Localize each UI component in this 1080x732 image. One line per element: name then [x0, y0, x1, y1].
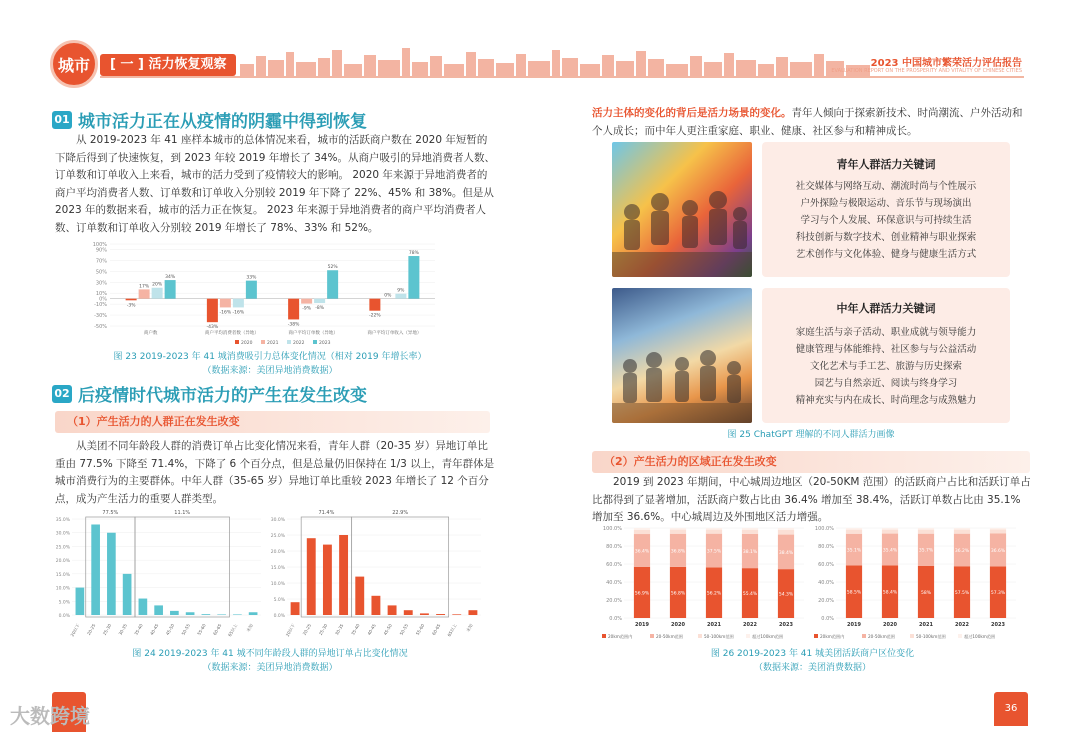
skyline-decoration-icon — [240, 46, 870, 76]
legend-label: 2020 — [241, 341, 253, 346]
bar — [139, 599, 148, 615]
paragraph-regions: 2019 到 2023 年期间，中心城周边地区（20-50KM 范围）的活跃商户占比和活跃订单占比都得到了显著增加，活跃商户数占比由 36.4% 增加至 38.4%，活跃订单数占比由 35.1% 增加至 36.6%。中心城周边及外围地区活力增强。 — [592, 476, 1031, 523]
bar — [217, 614, 226, 615]
bar — [408, 256, 419, 299]
legend-label: 20km范围内 — [820, 634, 845, 639]
watermark-logo: 大数跨境 — [10, 704, 90, 728]
data-label: 35.4% — [882, 548, 898, 554]
x-tick-label: 40-45 — [366, 623, 377, 637]
x-tick-label: 55-60 — [196, 623, 207, 637]
bar — [186, 612, 195, 615]
data-label: -22% — [369, 313, 381, 319]
y-tick-label: 10% — [95, 291, 107, 298]
y-tick-label: 15.0% — [55, 572, 70, 578]
bar — [152, 288, 163, 299]
bar — [207, 299, 218, 323]
chart-fig24-2023 — [267, 505, 487, 645]
x-tick-label: 商户平均订单数（异地） — [288, 331, 338, 336]
stack-segment — [990, 530, 1006, 534]
data-label: 9% — [397, 288, 405, 294]
data-label: 55.4% — [742, 592, 758, 598]
legend-swatch — [862, 634, 866, 638]
data-label: -8% — [315, 306, 325, 312]
data-label: 36.8% — [670, 549, 686, 555]
stack-segment — [918, 530, 934, 534]
bar — [291, 602, 300, 615]
x-tick-label: 未知 — [245, 623, 254, 633]
paragraph-age-groups: 从美团不同年龄段人群的消费订单占比变化情况来看，青年人群（20-35 岁）异地订单比重由 77.5% 下降至 71.4%，下降了 6 个百分点，但是总量仍旧保持在 1/3 以上，青年群体是城市消费行为的主要群体。中年人群（35-65 岁）异地订单比重较 2023 年增长了 12 个百分点，成为产生活力的重要人群类型。 — [55, 440, 495, 505]
y-tick-label: 5.0% — [58, 600, 70, 606]
page-header — [0, 0, 1080, 100]
middle-aged-keyword-line: 园艺与自然亲近、阅读与终身学习 — [814, 378, 958, 389]
group-label: 77.5% — [102, 510, 119, 516]
fig24-caption-title: 图 24 2019-2023 年 41 城不同年龄段人群的异地订单占比变化情况 — [132, 649, 408, 659]
legend-swatch — [650, 634, 654, 638]
stack-segment — [882, 530, 898, 534]
y-tick-label: 80.0% — [818, 544, 834, 550]
x-tick-label: 2023 — [991, 622, 1005, 628]
fig26-caption-title: 图 26 2019-2023 年 41 城美团活跃商户区位变化 — [710, 649, 915, 659]
legend-label: 2023 — [319, 341, 331, 346]
bar — [369, 299, 380, 311]
data-label: -16% — [219, 310, 232, 316]
x-tick-label: 60-65 — [212, 623, 223, 637]
x-tick-label: 20-25 — [86, 623, 97, 637]
x-tick-label: 50-55 — [398, 623, 410, 637]
x-tick-label: 未知 — [465, 623, 474, 633]
stack-segment — [670, 528, 686, 530]
stack-segment — [706, 530, 722, 534]
young-keyword-line: 艺术创作与文化体验、健身与健康生活方式 — [795, 249, 977, 260]
bar — [233, 614, 242, 615]
fig24-caption-source: （数据来源：美团异地消费数据） — [202, 663, 338, 673]
legend-label: 20km范围内 — [608, 634, 633, 639]
bar — [420, 613, 429, 615]
heading-text: 后疫情时代城市活力的产生在发生改变 — [78, 386, 367, 406]
group-label: 11.1% — [174, 510, 191, 516]
y-tick-label: 90% — [95, 247, 107, 254]
data-label: 56.9% — [634, 591, 650, 597]
data-label: 58% — [920, 590, 932, 596]
x-tick-label: 2023 — [779, 622, 793, 628]
bar — [371, 596, 380, 615]
legend-label: 50-100km范围 — [916, 634, 946, 639]
bar — [395, 294, 406, 299]
data-label: 38.4% — [778, 550, 794, 556]
group-box-middle — [135, 517, 230, 617]
legend-label: 20-50km范围 — [868, 634, 896, 639]
bar — [388, 605, 397, 615]
young-people-illustration — [612, 142, 752, 277]
y-tick-label: 70% — [95, 258, 107, 265]
bar — [76, 588, 85, 615]
y-tick-label: 30% — [95, 280, 107, 287]
stack-segment — [634, 528, 650, 530]
bar — [246, 281, 257, 299]
paragraph-scenes — [592, 105, 1032, 140]
paragraph-lead: 活力主体的变化的背后是活力场景的变化。 — [592, 107, 792, 119]
x-tick-label: 25-30 — [101, 623, 113, 637]
data-label: 36.6% — [990, 548, 1006, 554]
y-tick-label: -10% — [94, 302, 107, 309]
y-tick-label: 0.0% — [821, 616, 834, 622]
data-label: 56.2% — [706, 591, 722, 597]
y-tick-label: 0.0% — [273, 614, 285, 619]
y-tick-label: 40.0% — [818, 580, 834, 586]
young-keyword-line: 户外探险与极限运动、音乐节与现场演出 — [800, 198, 972, 209]
legend-swatch — [313, 340, 317, 344]
data-label: 20% — [152, 282, 163, 288]
bar — [307, 538, 316, 615]
y-tick-label: 50% — [95, 269, 107, 276]
young-keywords-title: 青年人群活力关键词 — [836, 158, 936, 171]
paragraph-overview: 从 2019-2023 年 41 座样本城市的总体情况来看，城市的活跃商户数在 2020 年短暂的下降后得到了快速恢复，到 2023 年较 2019 年增长了 34%。从商户吸引的异地消费者人数、订单数和订单收入上来看，城市的活力受到了疫情较大的影响。 2020 年来源于异地消费者的商户平均消费者人数、订单数和订单收入分别较 2019 年下降了 22%、45% 和 38%。但是从 2023 年的数据来看，城市的活力正在恢复。 2023 年来源于异地消费者的商户平均消费者人数、订单数和订单收入分别较 2019 年增长了 78%、33% 和 52%。 — [55, 134, 495, 234]
data-label: 78% — [408, 251, 419, 257]
report-subtitle: EVALUATION REPORT ON THE PROSPERITY AND VITALITY OF CHINESE CITIES — [831, 68, 1022, 74]
section-heading-02 — [52, 381, 367, 406]
legend-swatch — [698, 634, 702, 638]
subheading-regions: （2）产生活力的区域正在发生改变 — [592, 451, 1030, 473]
chart-fig23 — [80, 238, 440, 348]
x-tick-label: 2022 — [955, 622, 969, 628]
y-tick-label: 60.0% — [606, 562, 622, 568]
group-label: 71.4% — [318, 510, 335, 516]
bar — [436, 614, 445, 615]
bar — [314, 299, 325, 303]
x-tick-label: 30-35 — [334, 623, 345, 637]
bar — [468, 610, 477, 615]
x-tick-label: 商户平均消费者数（异地） — [204, 331, 259, 336]
x-tick-label: 2021 — [707, 622, 721, 628]
data-label: 35.1% — [846, 548, 862, 554]
legend-label: 超过100km范围 — [752, 634, 784, 639]
x-tick-label: 商户数 — [143, 331, 158, 336]
x-tick-label: 20以下 — [69, 623, 81, 638]
stack-segment — [954, 528, 970, 530]
legend-swatch — [910, 634, 914, 638]
x-tick-label: 商户平均订单收入（异地） — [367, 331, 422, 336]
x-tick-label: 2019 — [847, 622, 861, 628]
y-tick-label: 15.0% — [270, 566, 285, 571]
x-tick-label: 25-30 — [317, 623, 329, 637]
y-tick-label: 35.0% — [55, 518, 70, 523]
data-label: 36.4% — [634, 549, 650, 555]
legend-label: 20-50km范围 — [656, 634, 684, 639]
x-tick-label: 2020 — [883, 622, 897, 628]
y-tick-label: 100.0% — [602, 526, 622, 532]
heading-number-badge: 02 — [52, 385, 72, 403]
middle-aged-keyword-line: 家庭生活与亲子活动、职业成就与领导能力 — [795, 327, 977, 338]
x-tick-label: 2019 — [635, 622, 649, 628]
x-tick-label: 55-60 — [414, 623, 426, 637]
x-tick-label: 65以上 — [446, 623, 458, 638]
bar — [107, 533, 116, 615]
data-label: 58.5% — [846, 590, 862, 596]
data-label: -38% — [287, 322, 300, 328]
data-label: -16% — [232, 310, 245, 316]
bar — [355, 577, 364, 615]
x-tick-label: 2020 — [671, 622, 685, 628]
legend-swatch — [958, 634, 962, 638]
bar — [452, 614, 461, 615]
stack-segment — [634, 530, 650, 534]
data-label: -3% — [126, 303, 136, 309]
legend-label: 超过100km范围 — [964, 634, 996, 639]
bar — [404, 610, 413, 615]
legend-label: 2022 — [293, 341, 305, 346]
y-tick-label: 20.0% — [606, 598, 622, 604]
data-label: 58.4% — [882, 590, 898, 596]
data-label: 57.3% — [990, 591, 1006, 597]
report-title: 2023 中国城市繁荣活力评估报告 — [870, 58, 1022, 69]
fig23-caption-source: （数据来源：美团异地消费数据） — [202, 366, 338, 376]
young-keyword-line: 社交媒体与网络互动、潮流时尚与个性展示 — [795, 181, 977, 192]
paragraph-rest: 青年人倾向于探索新技术、时尚潮流、户外活动和个人成长；而中年人更注重家庭、职业、健康、社区参与和精神成长。 — [592, 107, 1023, 137]
chart-fig26-orders — [806, 522, 1021, 644]
data-label: -9% — [302, 306, 312, 312]
stack-segment — [990, 528, 1006, 530]
legend-swatch — [287, 340, 291, 344]
legend-swatch — [602, 634, 606, 638]
data-label: 56.8% — [670, 591, 686, 597]
middle-aged-people-illustration — [612, 288, 752, 423]
y-tick-label: 20.0% — [270, 550, 285, 555]
section-heading-01 — [52, 107, 367, 132]
x-tick-label: 45-50 — [164, 623, 176, 637]
bar — [139, 289, 150, 298]
page-number: 36 — [994, 692, 1028, 726]
data-label: 37.5% — [706, 549, 722, 555]
y-tick-label: 80.0% — [606, 544, 622, 550]
stack-segment — [846, 530, 862, 534]
fig23-caption-title: 图 23 2019-2023 年 41 城消费吸引力总体变化情况（相对 2019 年增长率） — [113, 352, 427, 362]
y-tick-label: 20.0% — [55, 559, 70, 565]
young-keyword-line: 学习与个人发展、环保意识与可持续生活 — [800, 215, 972, 226]
group-label: 22.9% — [392, 510, 409, 516]
x-tick-label: 40-45 — [149, 623, 160, 637]
bar — [123, 574, 132, 615]
section-tag: [ 一 ] 活力恢复观察 — [100, 54, 236, 76]
x-tick-label: 60-65 — [431, 623, 442, 637]
report-logo-icon: 城市 — [50, 40, 98, 88]
legend-label: 2021 — [267, 341, 279, 346]
heading-text: 城市活力正在从疫情的阴霾中得到恢复 — [78, 112, 367, 132]
stack-segment — [706, 528, 722, 530]
young-keywords-box — [762, 142, 1010, 277]
y-tick-label: 5.0% — [273, 598, 285, 603]
y-tick-label: 60.0% — [818, 562, 834, 568]
stack-segment — [882, 528, 898, 530]
legend-swatch — [235, 340, 239, 344]
x-tick-label: 20以下 — [284, 623, 296, 638]
fig26-caption — [600, 647, 1025, 675]
y-tick-label: 30.0% — [270, 518, 285, 523]
bar — [165, 280, 176, 299]
fig25-caption: 图 25 ChatGPT 理解的不同人群活力画像 — [727, 430, 895, 440]
data-label: 52% — [327, 265, 338, 271]
stack-segment — [742, 530, 758, 534]
x-tick-label: 35-40 — [350, 623, 361, 637]
y-tick-label: -30% — [94, 313, 107, 320]
y-tick-label: 100% — [92, 242, 107, 248]
y-tick-label: 10.0% — [55, 586, 70, 592]
header-divider — [100, 76, 1024, 78]
y-tick-label: 20.0% — [818, 598, 834, 604]
x-tick-label: 65以上 — [227, 623, 239, 638]
data-label: 0% — [384, 293, 392, 299]
y-tick-label: 30.0% — [55, 531, 70, 537]
chart-fig26-merchants — [594, 522, 809, 644]
middle-aged-keywords-title: 中年人群活力关键词 — [836, 302, 936, 315]
x-tick-label: 2021 — [919, 622, 933, 628]
y-tick-label: 0.0% — [58, 614, 70, 619]
bar — [301, 299, 312, 304]
x-tick-label: 20-25 — [301, 623, 313, 637]
data-label: -43% — [206, 325, 219, 331]
data-label: 54.3% — [778, 592, 794, 598]
x-tick-label: 2022 — [743, 622, 757, 628]
y-tick-label: 25.0% — [55, 545, 70, 551]
stack-segment — [954, 530, 970, 534]
fig26-caption-source: （数据来源：美团消费数据） — [753, 663, 871, 673]
data-label: 35.7% — [918, 548, 934, 554]
heading-number-badge: 01 — [52, 111, 72, 129]
legend-swatch — [814, 634, 818, 638]
stack-segment — [742, 528, 758, 530]
data-label: 17% — [139, 284, 150, 290]
x-tick-label: 35-40 — [133, 623, 144, 637]
bar — [288, 299, 299, 320]
legend-label: 50-100km范围 — [704, 634, 734, 639]
bar — [126, 299, 137, 301]
legend-swatch — [261, 340, 265, 344]
data-label: 34% — [165, 275, 176, 281]
y-tick-label: 100.0% — [814, 526, 834, 532]
bar — [339, 535, 348, 615]
y-tick-label: 0.0% — [609, 616, 622, 622]
subheading-people: （1）产生活力的人群正在发生改变 — [55, 411, 490, 433]
data-label: 33% — [246, 275, 257, 281]
bar — [323, 545, 332, 615]
middle-aged-keyword-line: 精神充实与内在成长、时尚理念与成熟魅力 — [795, 395, 977, 406]
data-label: 57.5% — [954, 591, 970, 597]
stack-segment — [918, 528, 934, 530]
walking-people-icon — [612, 288, 752, 423]
fig24-caption — [55, 647, 485, 675]
y-tick-label: 25.0% — [270, 534, 285, 539]
y-tick-label: 10.0% — [270, 582, 285, 587]
fig23-caption — [55, 350, 485, 378]
crowd-icon — [612, 142, 752, 277]
bar — [233, 299, 244, 308]
middle-aged-keyword-line: 文化艺术与手工艺、旅游与历史探索 — [809, 361, 962, 372]
bar — [170, 611, 179, 615]
stack-segment — [778, 530, 794, 535]
x-tick-label: 30-35 — [117, 623, 128, 637]
legend-swatch — [746, 634, 750, 638]
stack-segment — [778, 528, 794, 530]
data-label: 38.1% — [742, 549, 758, 555]
bar — [202, 614, 211, 615]
bar — [154, 605, 163, 615]
y-tick-label: 0% — [99, 296, 107, 303]
stack-segment — [670, 530, 686, 534]
middle-aged-keyword-line: 健康管理与体能维持、社区参与与公益活动 — [795, 344, 977, 355]
y-tick-label: 40.0% — [606, 580, 622, 586]
young-keyword-line: 科技创新与数字技术、创业精神与职业探索 — [795, 232, 977, 243]
data-label: 36.2% — [954, 548, 970, 554]
x-tick-label: 45-50 — [382, 623, 393, 637]
bar — [327, 270, 338, 298]
bar — [249, 612, 258, 615]
middle-aged-keywords-box — [762, 288, 1010, 423]
x-tick-label: 50-55 — [180, 623, 191, 637]
y-tick-label: -50% — [94, 324, 107, 330]
chart-fig24-2019 — [52, 505, 267, 645]
stack-segment — [846, 528, 862, 530]
bar — [91, 524, 100, 615]
bar — [220, 299, 231, 308]
